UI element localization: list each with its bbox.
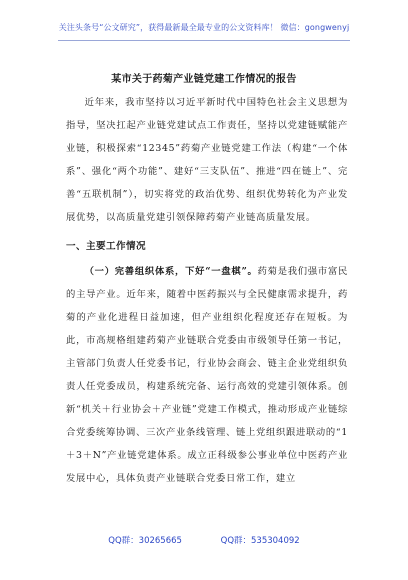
footer-qq-group-1: QQ群：30265665 [108,536,182,546]
subsection-body: 药菊是我们强市富民的主导产业。近年来，随着中医药振兴与全民健康需求提升，药菊的产业化进程日益加速，但产业组织化程度还存在短板。为此，市高规格组建药菊产业链联合党委由市级领导任第一书记，主管部门负责人任党委书记，行业协会商会、链主企业党组织负责人任党委成员，构建系统完备、运行高效的党建引领体系。创新“机关＋行业协会＋产业链”党建工作模式，推动形成产业链综合党委统筹协调、三次产业条线管理、链上党组织跟进联动的“1＋3＋N”产业链党建体系。成立正科级参公事业单位中医药产业发展中心，具体负责产业链联合党委日常工作，建立 [66,266,348,484]
header-banner: 关注头条号“公文研究”，获得最新最全最专业的公文资料库！ 微信：gongwenyj [58,23,350,32]
subsection-paragraph [66,260,348,490]
intro-paragraph: 近年来，我市坚持以习近平新时代中国特色社会主义思想为指导，坚决扛起产业链党建试点工作责任，坚持以党建链赋能产业链，积极探索“12345”药菊产业链党建工作法（构建“一个体系”、强化“两个功能”、建好“三支队伍”、推进“四在链上”、完善“五联机制”），切实将党的政治优势、组织优势转化为产业发展优势，以高质量党建引领保障药菊产业链高质量发展。 [66,97,348,223]
document-body [66,91,348,490]
section-heading: 一、主要工作情况 [66,241,146,252]
document-title: 某市关于药菊产业链党建工作情况的报告 [111,74,297,85]
subsection-lead: （一）完善组织体系，下好“一盘棋”。 [84,266,258,277]
footer [0,534,408,546]
header-divider [58,40,350,41]
footer-qq-group-2: QQ群：535304092 [220,536,300,546]
